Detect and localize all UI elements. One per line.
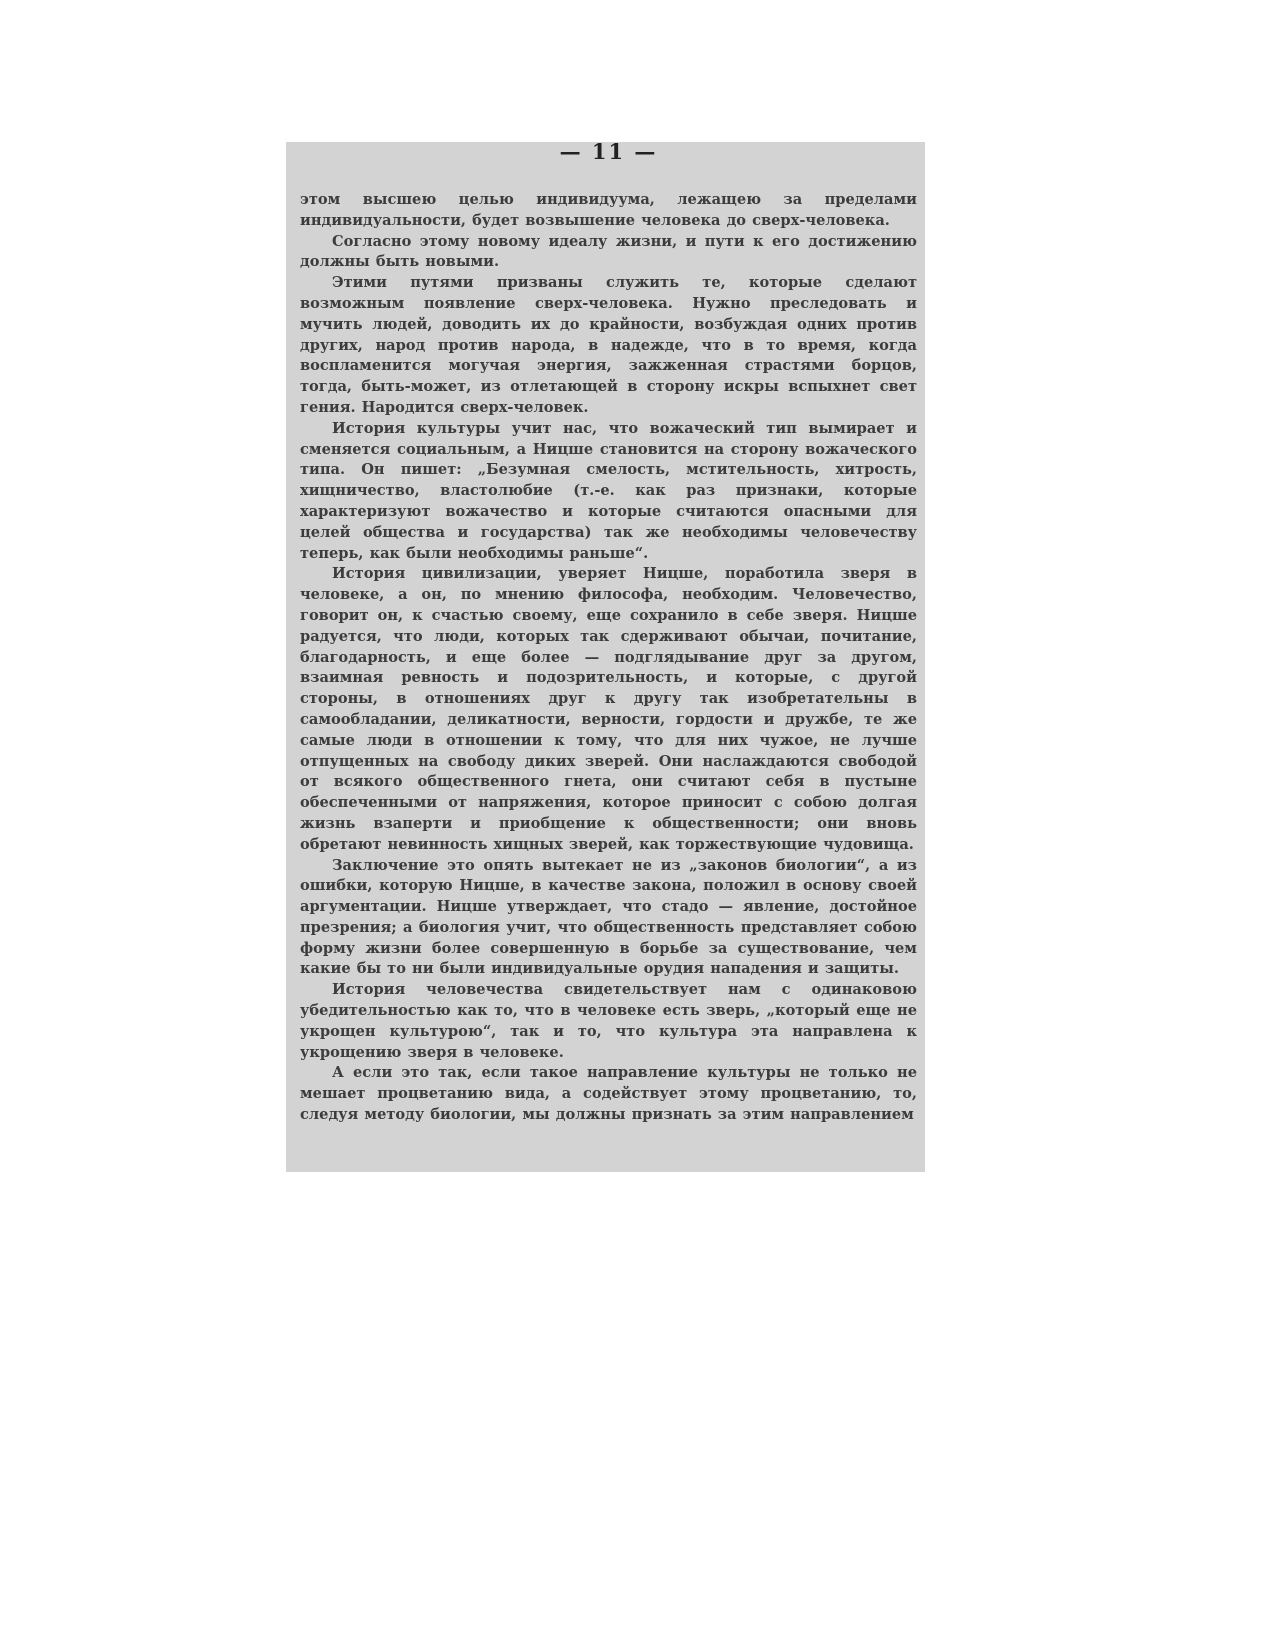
paragraph-4: История культуры учит нас, что вожаческий тип вымирает и сменяется социальным, а Ницше становится на сторону вожаческого типа. Он пишет: „Безумная смелость, мстительность, хитрость, хищничество, властолюбие (т.-е. как раз признаки, которые характеризуют вожачество и которые считаются опасными для целей общества и государства) так же необходимы человечеству теперь, как были необходимы раньше“. [300,419,917,562]
paragraph-6: Заключение это опять вытекает не из „законов биологии“, а из ошибки, которую Ницше, в качестве закона, положил в основу своей аргументации. Ницше утверждает, что стадо — явление, достойное презрения; а биология учит, что общественность представляет собою форму жизни более совершенную в борьбе за существование, чем какие бы то ни были индивидуальные орудия нападения и защиты. [300,856,917,978]
scanned-page [286,142,925,1172]
paragraph-2: Согласно этому новому идеалу жизни, и пути к его достижению должны быть новыми. [300,232,917,271]
paragraph-3: Этими путями призваны служить те, которые сделают возможным появление сверх-человека. Нужно преследовать и мучить людей, доводить их до крайности, возбуждая одних против других, народ против народа, в надежде, что в то время, когда воспламенится могучая энергия, зажженная страстями борцов, тогда, быть-может, из отлетающей в сторону искры вспыхнет свет гения. Народится сверх-человек. [300,274,917,416]
paragraph-8: А если это так, если такое направление культуры не только не мешает процветанию вида, а содействует этому процветанию, то, следуя методу биологии, мы должны признать за этим направлением [300,1064,917,1124]
paragraph-5: История цивилизации, уверяет Ницше, поработила зверя в человеке, а он, по мнению философа, необходим. Человечество, говорит он, к счастью своему, еще сохранило в себе зверя. Ницше радуется, что люди, которых так сдерживают обычаи, почитание, благодарность, и еще более — подглядывание друг за другом, взаимная ревность и подозрительность, и которые, с другой стороны, в отношениях друг к другу так изобретательны в самообладании, деликатности, верности, гордости и дружбе, те же самые люди в отношении к тому, что для них чужое, не лучше отпущенных на свободу диких зверей. Они наслаждаются свободой от всякого общественного гнета, они считают себя в пустыне обеспеченными от напряжения, которое приносит с собою долгая жизнь взаперти и приобщение к общественности; они вновь обретают невинность хищных зверей, как торжествующие чудовища. [300,565,917,853]
page-body-text [300,190,917,1126]
page-number-header: — 11 — [559,142,658,164]
paragraph-7: История человечества свидетельствует нам с одинаковою убедительностью как то, что в человеке есть зверь, „который еще не укрощен культурою“, так и то, что культура эта направлена к укрощению зверя в человеке. [300,981,917,1061]
paragraph-1: этом высшею целью индивидуума, лежащею за пределами индивидуальности, будет возвышение человека до сверх-человека. [300,191,917,229]
